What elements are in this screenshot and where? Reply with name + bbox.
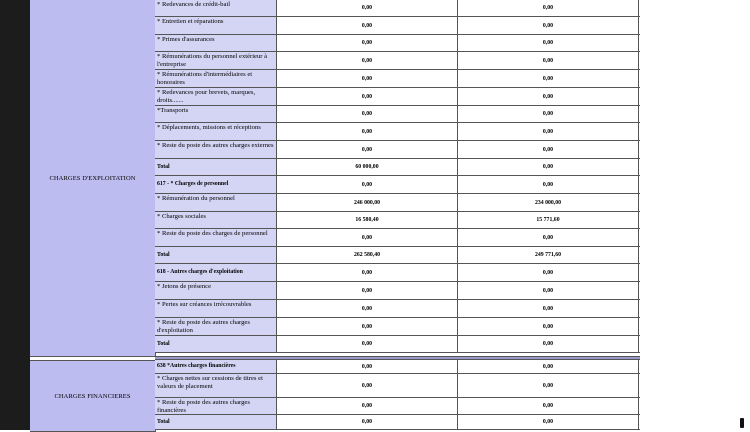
- table-row: [155, 229, 640, 247]
- value-previous: 0,00: [458, 282, 639, 299]
- row-label: * Reste du poste des autres charges d'exploitation: [155, 318, 277, 335]
- value-previous: 0,00: [458, 360, 639, 373]
- table-row: [155, 398, 640, 415]
- row-label: 618 - Autres charges d'exploitation: [155, 264, 277, 281]
- value-current: 0,00: [277, 374, 458, 397]
- table-row: [155, 159, 640, 176]
- value-current: 0,00: [277, 360, 458, 373]
- value-current: 0,00: [277, 300, 458, 317]
- table-row: [155, 336, 640, 353]
- table-row: [155, 106, 640, 123]
- row-label: * Entretien et réparations: [155, 17, 277, 34]
- value-current: 0,00: [277, 415, 458, 429]
- value-previous: 0,00: [458, 17, 639, 34]
- value-previous: 0,00: [458, 123, 639, 140]
- table-row: [155, 88, 640, 106]
- table-row: [155, 194, 640, 212]
- value-previous: 0,00: [458, 52, 639, 69]
- value-previous: 0,00: [458, 70, 639, 87]
- value-previous: 0,00: [458, 88, 639, 105]
- section-charges-exploitation: [30, 0, 156, 357]
- row-label: Total: [155, 415, 277, 429]
- row-label: * Reste du poste des autres charges externes: [155, 141, 277, 158]
- table-row: [155, 123, 640, 141]
- row-label: * Rémunérations d'intermédiaires et honoraires: [155, 70, 277, 87]
- scroll-indicator[interactable]: [740, 418, 744, 428]
- row-label: * Reste du poste des charges de personnel: [155, 229, 277, 246]
- value-previous: 0,00: [458, 106, 639, 122]
- section-charges-financieres: [30, 360, 156, 432]
- row-label: Total: [155, 336, 277, 352]
- section-label: CHARGES D'EXPLOITATION: [49, 174, 136, 182]
- left-dark-strip: [0, 0, 30, 430]
- table-row: [155, 141, 640, 159]
- table-row: [155, 374, 640, 398]
- row-label: * Rémunérations du personnel extérieur à l'entreprise: [155, 52, 277, 69]
- table-row: [155, 52, 640, 70]
- value-current: 0,00: [277, 282, 458, 299]
- row-label: * Pertes sur créances irrécouvrables: [155, 300, 277, 317]
- value-current: 0,00: [277, 176, 458, 193]
- value-current: 0,00: [277, 264, 458, 281]
- row-label: 638 *Autres charges financières: [155, 360, 277, 373]
- value-current: 0,00: [277, 35, 458, 51]
- table-row: [155, 0, 640, 17]
- value-previous: 0,00: [458, 159, 639, 175]
- report-sheet: [30, 0, 720, 430]
- table-row: [155, 360, 640, 374]
- table-row: [155, 300, 640, 318]
- row-label: * Charges sociales: [155, 212, 277, 228]
- value-previous: 0,00: [458, 35, 639, 51]
- table-row: [155, 70, 640, 88]
- value-previous: 249 771,60: [458, 247, 639, 263]
- value-previous: 0,00: [458, 176, 639, 193]
- row-label: 617 - * Charges de personnel: [155, 176, 277, 193]
- value-previous: 0,00: [458, 141, 639, 158]
- row-label: * Charges nettes sur cessions de titres et valeurs de placement: [155, 374, 277, 397]
- section-label: CHARGES FINANCIERES: [54, 392, 131, 400]
- value-current: 262 580,40: [277, 247, 458, 263]
- value-previous: 0,00: [458, 318, 639, 335]
- value-previous: 0,00: [458, 264, 639, 281]
- row-label: * Déplacements, missions et réceptions: [155, 123, 277, 140]
- value-previous: 15 771,60: [458, 212, 639, 228]
- value-current: 60 000,00: [277, 159, 458, 175]
- table-row: [155, 176, 640, 194]
- table-row: [155, 35, 640, 52]
- value-current: 0,00: [277, 88, 458, 105]
- table-row: [155, 212, 640, 229]
- value-current: 0,00: [277, 106, 458, 122]
- value-previous: 0,00: [458, 374, 639, 397]
- value-current: 0,00: [277, 229, 458, 246]
- value-current: 0,00: [277, 398, 458, 414]
- row-label: *Transports: [155, 106, 277, 122]
- value-previous: 0,00: [458, 229, 639, 246]
- table-row: [155, 264, 640, 282]
- value-previous: 0,00: [458, 336, 639, 352]
- table-row: [155, 247, 640, 264]
- value-current: 246 000,00: [277, 194, 458, 211]
- value-current: 0,00: [277, 52, 458, 69]
- row-label: * Redevances pour brevets, marques, droits.......: [155, 88, 277, 105]
- value-current: 0,00: [277, 123, 458, 140]
- value-current: 0,00: [277, 17, 458, 34]
- row-label: * Redevances de crédit-bail: [155, 0, 277, 16]
- value-previous: 0,00: [458, 300, 639, 317]
- value-current: 0,00: [277, 336, 458, 352]
- row-label: * Primes d'assurances: [155, 35, 277, 51]
- row-label: * Reste du poste des autres charges financières: [155, 398, 277, 414]
- row-label: Total: [155, 247, 277, 263]
- table-row: [155, 318, 640, 336]
- row-label: * Jetons de présence: [155, 282, 277, 299]
- value-previous: 234 000,00: [458, 194, 639, 211]
- value-current: 0,00: [277, 0, 458, 16]
- value-previous: 0,00: [458, 398, 639, 414]
- row-label: * Rémunération du personnel: [155, 194, 277, 211]
- table-row: [155, 282, 640, 300]
- table-row: [155, 415, 640, 430]
- value-previous: 0,00: [458, 0, 639, 16]
- row-label: Total: [155, 159, 277, 175]
- value-current: 0,00: [277, 141, 458, 158]
- value-current: 0,00: [277, 318, 458, 335]
- value-current: 0,00: [277, 70, 458, 87]
- table-row: [155, 17, 640, 35]
- value-current: 16 580,40: [277, 212, 458, 228]
- value-previous: 0,00: [458, 415, 639, 429]
